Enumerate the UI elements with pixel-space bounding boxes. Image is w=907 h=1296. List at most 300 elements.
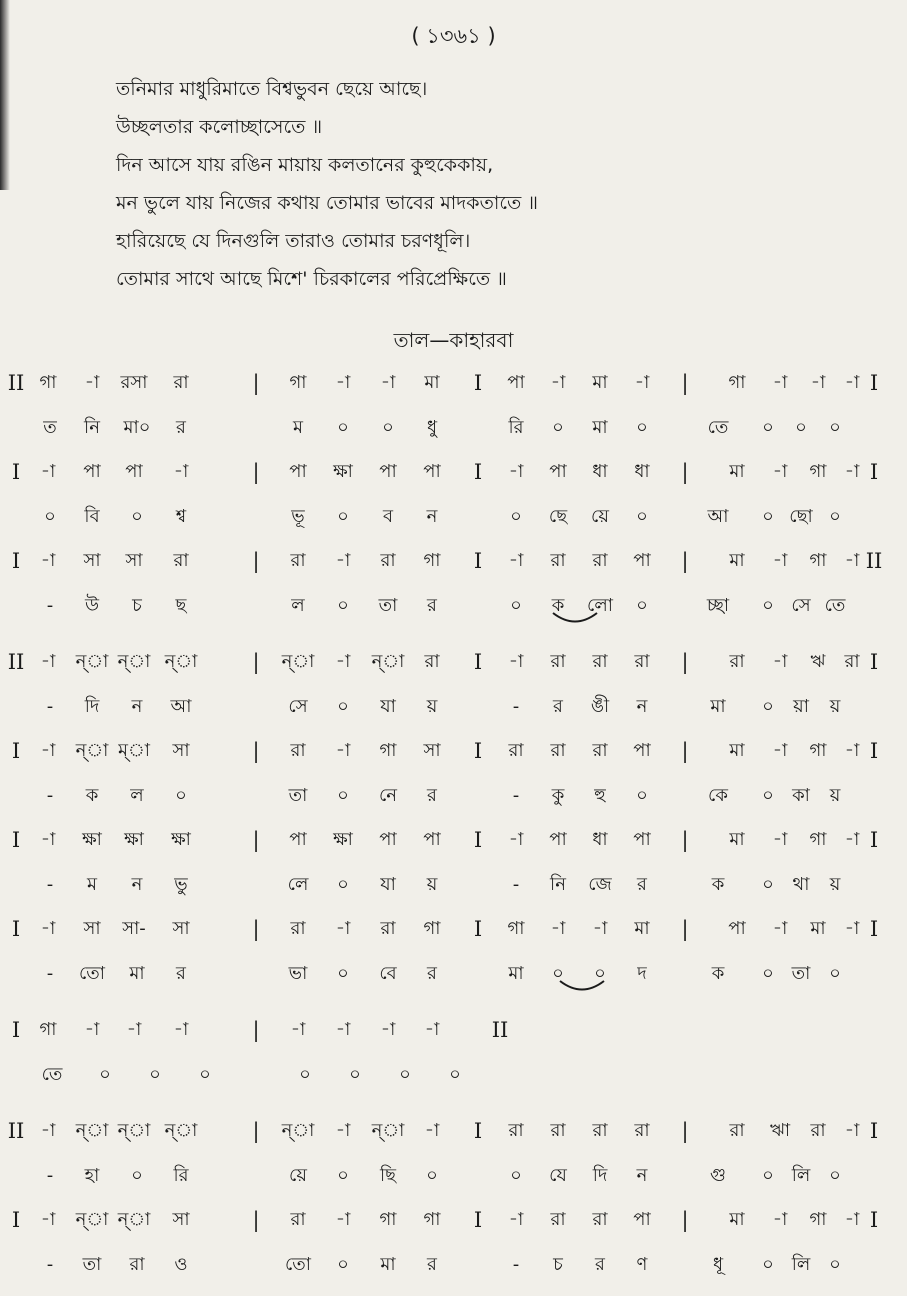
lyric-syllable: ত: [43, 417, 57, 438]
lyric-syllable: শ্ব: [175, 506, 187, 527]
lyric-syllable: ক: [711, 963, 725, 984]
swara-note: রা: [290, 918, 306, 939]
swara-note: -া: [772, 550, 788, 571]
lyric-syllable: রা: [129, 1254, 145, 1275]
swara-note: গা: [289, 372, 307, 393]
swara-note: -া: [380, 372, 396, 393]
lyric-syllable-row: [0, 1252, 907, 1296]
lyric-syllable: ০: [829, 1165, 841, 1186]
lyric-syllable: ০: [829, 963, 841, 984]
swara-note: রসা: [120, 372, 148, 393]
lyric-syllable: ০: [175, 785, 187, 806]
bar-line: II: [865, 549, 883, 573]
lyric-syllable: য়ে: [591, 506, 609, 527]
lyric-syllable: তে: [707, 417, 729, 438]
lyric-syllable: হা: [84, 1165, 100, 1186]
swara-note: রা: [380, 550, 396, 571]
lyric-syllable: -: [46, 696, 54, 717]
swara-note: রা: [592, 550, 608, 571]
lyric-line: তোমার সাথে আছে মিশে' চিরকালের পরিপ্রেক্ষিতে ॥: [116, 268, 507, 290]
lyric-line: হারিয়েছে যে দিনগুলি তারাও তোমার চরণধূলি।: [116, 230, 471, 252]
swara-note: -া: [508, 651, 524, 672]
lyric-syllable: য়: [829, 696, 841, 717]
lyric-syllable: ম: [87, 874, 97, 895]
swara-note: -া: [40, 918, 56, 939]
swara-note: রা: [844, 651, 860, 672]
lyric-syllable: ল: [130, 785, 144, 806]
lyric-syllable: য়: [829, 874, 841, 895]
lyric-syllable: মা০: [123, 417, 151, 438]
bar-line: I: [869, 739, 879, 763]
swara-note: পা: [633, 740, 651, 761]
lyric-syllable: রি: [508, 417, 524, 438]
lyric-syllable-row: [0, 415, 907, 459]
lyric-syllable: ক: [551, 595, 565, 616]
swara-note: পা: [379, 461, 397, 482]
lyric-syllable: য়ে: [289, 1165, 307, 1186]
lyric-syllable: ০: [449, 1064, 461, 1085]
lyric-syllable: ০: [762, 874, 774, 895]
bar-line: |: [681, 828, 689, 852]
lyric-line: উচ্ছলতার কলোচ্ছাসেতে ॥: [116, 116, 323, 138]
lyric-syllable: ০: [299, 1064, 311, 1085]
lyric-syllable: লে: [287, 874, 309, 895]
swara-note: গা: [379, 1209, 397, 1230]
bar-line: I: [869, 650, 879, 674]
lyric-syllable: র: [176, 963, 186, 984]
lyric-syllable: ০: [44, 506, 56, 527]
swara-row: [0, 916, 907, 961]
lyric-syllable: র: [637, 874, 647, 895]
swara-note: মা: [729, 740, 745, 761]
swara-note: ন্া: [371, 651, 405, 672]
swara-note: ন্া: [281, 1120, 315, 1141]
swara-note: মা: [729, 461, 745, 482]
lyric-syllable: কা: [792, 785, 810, 806]
swara-note: রা: [508, 740, 524, 761]
swara-note: পা: [125, 461, 143, 482]
lyric-syllable: ০: [636, 785, 648, 806]
swara-note: -া: [634, 372, 650, 393]
lyric-syllable: ০: [762, 963, 774, 984]
lyric-syllable: ম: [293, 417, 303, 438]
swara-note: রা: [729, 651, 745, 672]
swara-note: -া: [844, 1120, 860, 1141]
bar-line: I: [473, 549, 483, 573]
swara-note: রা: [424, 651, 440, 672]
bar-line: |: [681, 917, 689, 941]
swara-note: ন্া: [75, 1120, 109, 1141]
swara-note: ন্া: [75, 740, 109, 761]
swara-note: রা: [634, 1120, 650, 1141]
swara-note: গা: [379, 740, 397, 761]
bar-line: |: [252, 460, 260, 484]
lyric-syllable: ভূ: [291, 506, 305, 527]
swara-note: ন্া: [371, 1120, 405, 1141]
lyric-syllable: ব: [382, 506, 394, 527]
swara-note: মা: [729, 550, 745, 571]
bar-line: |: [681, 739, 689, 763]
lyric-syllable: ০: [337, 506, 349, 527]
lyric-syllable: তো: [78, 963, 106, 984]
bar-line: |: [252, 917, 260, 941]
bar-line: II: [491, 1018, 509, 1042]
swara-note: -া: [126, 1019, 142, 1040]
lyric-syllable: ০: [636, 595, 648, 616]
lyric-syllable: ০: [795, 417, 807, 438]
lyric-syllable: র: [427, 1254, 437, 1275]
lyric-syllable: রি: [173, 1165, 189, 1186]
lyric-syllable: তা: [791, 963, 811, 984]
lyric-syllable: ০: [762, 1165, 774, 1186]
lyric-syllable-row: [0, 783, 907, 827]
lyric-syllable: সে: [791, 595, 811, 616]
swara-note: রা: [592, 1209, 608, 1230]
swara-note: গা: [728, 372, 746, 393]
swara-note: পা: [379, 829, 397, 850]
lyric-syllable-row: [0, 593, 907, 637]
lyric-syllable: ল: [291, 595, 305, 616]
swara-note: -া: [40, 461, 56, 482]
lyric-syllable: নি: [550, 874, 566, 895]
swara-note: -া: [84, 1019, 100, 1040]
bar-line: I: [473, 460, 483, 484]
bar-line: |: [252, 549, 260, 573]
lyric-syllable: আ: [170, 696, 192, 717]
swara-note: ন্া: [281, 651, 315, 672]
swara-note: রা: [173, 550, 189, 571]
lyric-syllable: ০: [199, 1064, 211, 1085]
lyric-syllable: মা: [508, 963, 524, 984]
swara-note: গা: [423, 550, 441, 571]
lyric-syllable: ০: [382, 417, 394, 438]
lyric-syllable: দ: [637, 963, 647, 984]
lyric-syllable: র: [427, 595, 437, 616]
lyric-syllable: ঙী: [590, 696, 610, 717]
lyric-syllable: ০: [762, 1254, 774, 1275]
lyric-syllable-row: [0, 1062, 907, 1106]
swara-note: সা: [172, 918, 190, 939]
bar-line: |: [681, 549, 689, 573]
lyric-syllable: য়: [829, 785, 841, 806]
bar-line: I: [869, 1208, 879, 1232]
swara-row: [0, 738, 907, 783]
swara-note: সা: [172, 1209, 190, 1230]
bar-line: I: [11, 739, 21, 763]
lyric-syllable: জে: [588, 874, 612, 895]
swara-row: [0, 370, 907, 415]
swara-note: -া: [592, 918, 608, 939]
swara-note: রা: [290, 1209, 306, 1230]
swara-note: ক্ষা: [171, 829, 191, 850]
swara-note: -া: [844, 461, 860, 482]
lyric-syllable: -: [46, 1254, 54, 1275]
swara-note: পা: [549, 461, 567, 482]
lyric-syllable: ন: [426, 506, 438, 527]
swara-note: ন্া: [117, 1120, 151, 1141]
lyric-syllable: ধূ: [712, 1254, 724, 1275]
swara-note: -া: [508, 829, 524, 850]
lyric-syllable: মা: [380, 1254, 396, 1275]
swara-note: গা: [809, 550, 827, 571]
lyric-syllable: ০: [829, 506, 841, 527]
swara-note: ক্ষা: [124, 829, 144, 850]
bar-line: I: [473, 371, 483, 395]
swara-note: ন্া: [164, 1120, 198, 1141]
lyric-syllable: লি: [791, 1165, 811, 1186]
lyric-syllable-row: [0, 694, 907, 738]
bar-line: I: [869, 828, 879, 852]
swara-note: -া: [772, 740, 788, 761]
swara-note: রা: [592, 651, 608, 672]
swara-row: [0, 649, 907, 694]
lyric-syllable: -: [46, 874, 54, 895]
bar-line: I: [473, 739, 483, 763]
swara-note: -া: [772, 1209, 788, 1230]
lyric-syllable: দি: [84, 696, 100, 717]
swara-note: ধা: [592, 461, 608, 482]
lyric-syllable: লি: [791, 1254, 811, 1275]
lyric-syllable: ছে: [548, 506, 568, 527]
lyric-syllable: ০: [829, 1254, 841, 1275]
swara-note: -া: [844, 372, 860, 393]
swara-note: -া: [844, 550, 860, 571]
swara-note: -া: [424, 1120, 440, 1141]
swara-note: মা: [592, 372, 608, 393]
swara-note: -া: [40, 1209, 56, 1230]
lyric-syllable: র: [176, 417, 186, 438]
swara-note: -া: [772, 918, 788, 939]
lyric-syllable: ন: [131, 696, 143, 717]
swara-note: -া: [508, 1209, 524, 1230]
swara-note: -া: [335, 372, 351, 393]
lyric-syllable: তে: [41, 1064, 63, 1085]
lyric-syllable: ছি: [379, 1165, 397, 1186]
lyric-syllable: ও: [174, 1254, 188, 1275]
swara-note: ন্া: [75, 1209, 109, 1230]
lyric-syllable-row: [0, 872, 907, 916]
lyric-syllable: তা: [82, 1254, 102, 1275]
lyric-syllable: তা: [288, 785, 308, 806]
lyric-syllable: উ: [84, 595, 100, 616]
swara-note: রা: [634, 651, 650, 672]
swara-row: [0, 1017, 907, 1062]
lyric-syllable: যে: [549, 1165, 567, 1186]
bar-line: |: [681, 1119, 689, 1143]
swara-note: ঋ: [810, 651, 826, 672]
bar-line: I: [473, 1208, 483, 1232]
lyric-syllable: য়: [426, 696, 438, 717]
lyric-line: তনিমার মাধুরিমাতে বিশ্বভুবন ছেয়ে আছে।: [116, 78, 428, 100]
swara-note: গা: [39, 372, 57, 393]
swara-note: রা: [810, 1120, 826, 1141]
lyric-syllable: ০: [99, 1064, 111, 1085]
lyric-syllable: ০: [337, 1165, 349, 1186]
swara-note: রা: [550, 550, 566, 571]
bar-line: I: [11, 1208, 21, 1232]
lyric-syllable: ০: [762, 417, 774, 438]
swara-note: -া: [40, 829, 56, 850]
bar-line: |: [252, 1119, 260, 1143]
lyric-syllable: ০: [399, 1064, 411, 1085]
lyric-syllable: ০: [131, 506, 143, 527]
bar-line: II: [7, 1119, 25, 1143]
lyric-syllable-row: [0, 1163, 907, 1207]
swara-note: ম্া: [117, 740, 151, 761]
lyric-syllable: নি: [84, 417, 100, 438]
lyric-syllable: মা: [592, 417, 608, 438]
lyric-syllable: ০: [762, 696, 774, 717]
bar-line: I: [11, 917, 21, 941]
swara-note: -া: [772, 651, 788, 672]
bar-line: I: [473, 1119, 483, 1143]
swara-note: ন্া: [117, 1209, 151, 1230]
bar-line: |: [252, 650, 260, 674]
swara-note: পা: [507, 372, 525, 393]
swara-note: সা: [83, 918, 101, 939]
lyric-syllable: ০: [337, 696, 349, 717]
swara-note: গা: [39, 1019, 57, 1040]
swara-note: গা: [809, 829, 827, 850]
swara-note: রা: [173, 372, 189, 393]
swara-note: -া: [84, 372, 100, 393]
swara-note: -া: [844, 1209, 860, 1230]
lyric-syllable: ণ: [636, 1254, 648, 1275]
swara-note: -া: [335, 651, 351, 672]
lyric-syllable: মা: [129, 963, 145, 984]
bar-line: I: [11, 460, 21, 484]
swara-row: [0, 1118, 907, 1163]
swara-note: রা: [592, 740, 608, 761]
lyric-syllable: র: [595, 1254, 605, 1275]
lyric-syllable: তে: [824, 595, 846, 616]
swara-note: ন্া: [164, 651, 198, 672]
swara-note: পা: [728, 918, 746, 939]
bar-line: I: [869, 1119, 879, 1143]
lyric-syllable: -: [46, 595, 54, 616]
swara-note: -া: [290, 1019, 306, 1040]
meend-slur-arc: [550, 610, 600, 626]
swara-note: -া: [550, 918, 566, 939]
bar-line: I: [11, 828, 21, 852]
lyric-syllable: -: [46, 785, 54, 806]
lyric-syllable: চ: [132, 595, 142, 616]
bar-line: I: [869, 917, 879, 941]
lyric-syllable: ভা: [288, 963, 308, 984]
swara-note: পা: [549, 829, 567, 850]
lyric-syllable: ন: [131, 874, 143, 895]
lyric-syllable: ০: [762, 785, 774, 806]
swara-note: পা: [423, 461, 441, 482]
lyric-syllable: ছ: [175, 595, 187, 616]
swara-row: [0, 548, 907, 593]
lyric-syllable: ক: [85, 785, 99, 806]
swara-note: পা: [423, 829, 441, 850]
lyric-syllable: ০: [510, 1165, 522, 1186]
lyric-syllable-row: [0, 504, 907, 548]
swara-note: -া: [810, 372, 826, 393]
swara-note: পা: [289, 829, 307, 850]
swara-note: -া: [173, 1019, 189, 1040]
lyric-syllable: ছো: [789, 506, 813, 527]
swara-note: পা: [633, 550, 651, 571]
swara-note: মা: [810, 918, 826, 939]
swara-note: -া: [40, 740, 56, 761]
lyric-syllable: ০: [337, 595, 349, 616]
swara-note: মা: [729, 1209, 745, 1230]
lyric-syllable: র: [427, 785, 437, 806]
lyric-syllable: গু: [710, 1165, 726, 1186]
lyric-syllable: ০: [349, 1064, 361, 1085]
lyric-syllable-row: [0, 961, 907, 1005]
swara-note: ধা: [634, 461, 650, 482]
lyric-syllable: বে: [379, 963, 397, 984]
swara-note: -া: [335, 918, 351, 939]
lyric-syllable: ০: [337, 874, 349, 895]
swara-note: পা: [289, 461, 307, 482]
lyric-syllable: তো: [284, 1254, 312, 1275]
swara-note: রা: [729, 1120, 745, 1141]
swara-note: -া: [508, 461, 524, 482]
bar-line: |: [681, 650, 689, 674]
swara-note: গা: [809, 740, 827, 761]
swara-note: -া: [335, 740, 351, 761]
swara-note: রা: [290, 740, 306, 761]
lyric-syllable: ০: [594, 963, 606, 984]
lyric-syllable: ০: [426, 1165, 438, 1186]
lyric-syllable: ০: [337, 417, 349, 438]
swara-note: -া: [508, 550, 524, 571]
lyric-syllable: ০: [149, 1064, 161, 1085]
lyric-syllable: ০: [762, 506, 774, 527]
swara-note: মা: [729, 829, 745, 850]
swara-note: ধা: [592, 829, 608, 850]
lyric-syllable: -: [46, 1165, 54, 1186]
swara-row: [0, 459, 907, 504]
swara-note: রা: [508, 1120, 524, 1141]
swara-note: গা: [423, 1209, 441, 1230]
lyric-syllable: র: [427, 963, 437, 984]
swaralipi-notation: [0, 370, 907, 1296]
swara-note: পা: [633, 1209, 651, 1230]
swara-note: রা: [550, 651, 566, 672]
swara-note: -া: [844, 918, 860, 939]
lyric-syllable: চ: [553, 1254, 563, 1275]
swara-note: -া: [40, 651, 56, 672]
lyric-syllable: -: [512, 874, 520, 895]
swara-note: রা: [380, 918, 396, 939]
lyric-syllable: ০: [337, 785, 349, 806]
bar-line: |: [252, 739, 260, 763]
lyric-syllable: আ: [707, 506, 729, 527]
swara-row: [0, 827, 907, 872]
lyric-syllable: ০: [337, 963, 349, 984]
lyric-syllable: ০: [552, 963, 564, 984]
lyric-syllable: মা: [710, 696, 726, 717]
swara-note: গা: [809, 461, 827, 482]
swara-note: গা: [507, 918, 525, 939]
swara-note: ক্ষা: [333, 829, 353, 850]
lyric-syllable: লো: [587, 595, 613, 616]
swara-note: -া: [772, 372, 788, 393]
swara-note: সা: [83, 550, 101, 571]
bar-line: II: [7, 371, 25, 395]
swara-note: -া: [844, 740, 860, 761]
swara-note: সা-: [122, 918, 146, 939]
lyric-syllable: ০: [510, 506, 522, 527]
swara-note: রা: [290, 550, 306, 571]
song-lyrics: [116, 76, 538, 304]
